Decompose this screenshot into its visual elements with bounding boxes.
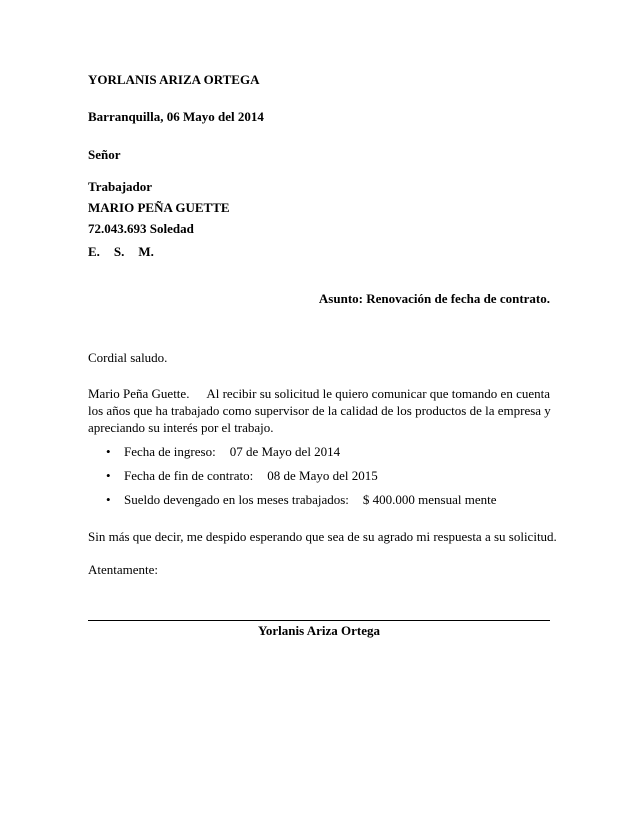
esm-m: M.	[138, 244, 154, 259]
recipient-name: MARIO PEÑA GUETTE	[88, 200, 230, 215]
body-line-2	[88, 402, 550, 419]
bullet-icon: •	[106, 468, 111, 483]
esm-abbreviation	[88, 245, 168, 258]
bullet-icon: •	[106, 444, 111, 459]
body-paragraph	[88, 385, 550, 436]
list-item-label: Fecha de ingreso:	[124, 444, 216, 459]
signature-line	[88, 620, 550, 621]
body-line-3-text: apreciando su interés por el trabajo.	[88, 420, 274, 435]
list-item	[106, 467, 497, 491]
body-line-1	[88, 385, 550, 402]
recipient-role: Trabajador	[88, 179, 153, 194]
list-item-value: $ 400.000 mensual mente	[362, 492, 497, 507]
body-line-1-rest: Al recibir su solicitud le quiero comunicar que tomando en cuenta	[206, 386, 550, 401]
closing-text: Sin más que decir, me despido esperando que sea de su agrado mi respuesta a su solicitud.	[88, 529, 557, 544]
esm-e: E.	[88, 244, 100, 259]
signature-name: Yorlanis Ariza Ortega	[257, 623, 381, 638]
regards: Atentamente:	[88, 562, 159, 577]
body-line-2-text: los años que ha trabajado como supervisor de la calidad de los productos de la empresa y	[88, 403, 551, 418]
list-item	[106, 443, 497, 467]
list-item	[106, 491, 497, 515]
contract-details-list	[106, 443, 497, 515]
list-item-label: Sueldo devengado en los meses trabajados:	[124, 492, 349, 507]
esm-s: S.	[113, 244, 125, 259]
greeting: Cordial saludo.	[88, 350, 168, 365]
body-line-3	[88, 419, 550, 436]
recipient-id-city: 72.043.693 Soledad	[88, 221, 194, 236]
body-line-1-start: Mario Peña Guette.	[88, 386, 190, 401]
place-date: Barranquilla, 06 Mayo del 2014	[88, 109, 264, 124]
bullet-icon: •	[106, 492, 111, 507]
list-item-value: 08 de Mayo del 2015	[267, 468, 378, 483]
recipient-title: Señor	[88, 147, 121, 162]
list-item-label: Fecha de fin de contrato:	[124, 468, 254, 483]
list-item-value: 07 de Mayo del 2014	[229, 444, 341, 459]
subject-line: Asunto: Renovación de fecha de contrato.	[318, 291, 550, 306]
sender-name: YORLANIS ARIZA ORTEGA	[88, 72, 260, 87]
